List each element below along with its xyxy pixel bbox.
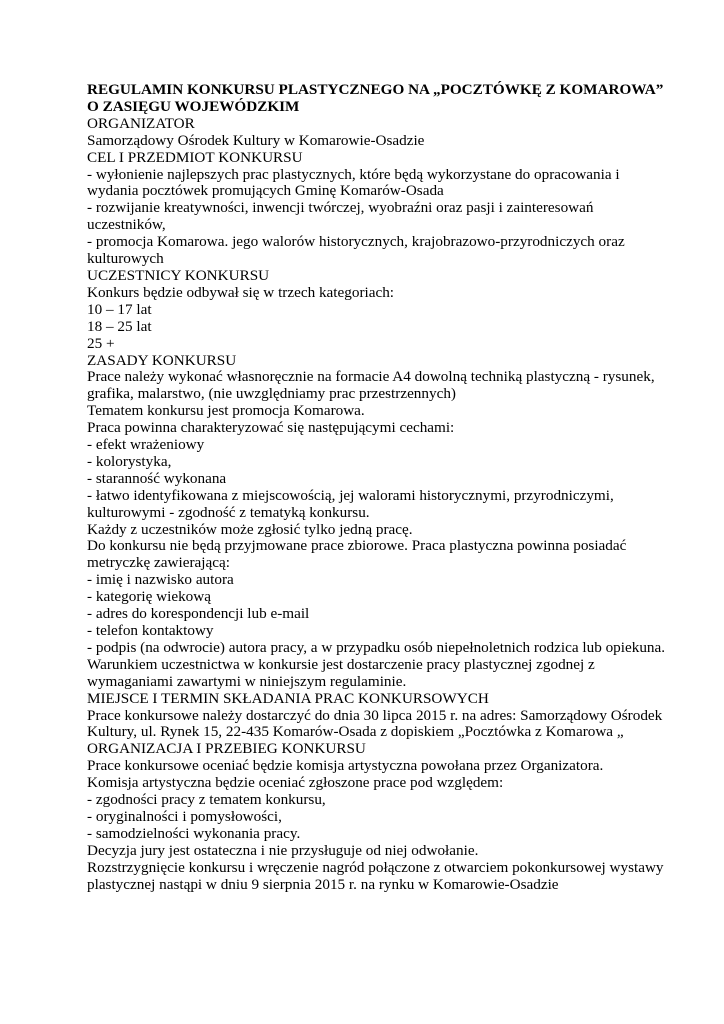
organization-paragraph: Rozstrzygnięcie konkursu i wręczenie nagród połączone z otwarciem pokonkursowej wystawy plastycznej nastąpi w dniu 9 sierpnia 2015 r. na rynku w Komarowie-Osadzie [87, 858, 664, 893]
document-title: REGULAMIN KONKURSU PLASTYCZNEGO NA „POCZTÓWKĘ Z KOMAROWA” O ZASIĘGU WOJEWÓDZKIM [87, 81, 664, 115]
criteria-item: - kolorystyka, [87, 452, 172, 470]
label-item: - telefon kontaktowy [87, 622, 214, 639]
section-heading-rules: ZASADY KONKURSU [87, 351, 237, 369]
section-heading-submission: MIEJSCE I TERMIN SKŁADANIA PRAC KONKURSOWYCH [87, 689, 489, 707]
goal-item: - wyłonienie najlepszych prac plastycznych, które będą wykorzystane do opracowania i wydania pocztówek promujących Gminę Komarów-Osada [87, 165, 620, 200]
criteria-item: - efekt wrażeniowy [87, 436, 205, 454]
organization-paragraph: Komisja artystyczna będzie oceniać zgłoszone prace pod względem: [87, 774, 504, 792]
label-item: - adres do korespondencji lub e-mail [87, 605, 310, 623]
submission-paragraph: Prace konkursowe należy dostarczyć do dnia 30 lipca 2015 r. na adres: Samorządowy Ośrodek Kultury, ul. Rynek 15, 22-435 Komarów-Osada z dopiskiem „Pocztówka z Komarowa „ [87, 706, 663, 741]
section-heading-goal: CEL I PRZEDMIOT KONKURSU [87, 148, 303, 166]
evaluation-item: - samodzielności wykonania pracy. [87, 824, 301, 842]
evaluation-item: - zgodności pracy z tematem konkursu, [87, 791, 326, 809]
label-item: - podpis (na odwrocie) autora pracy, a w przypadku osób niepełnoletnich rodzica lub opiekuna. [87, 638, 666, 656]
rules-paragraph: Warunkiem uczestnictwa w konkursie jest dostarczenie pracy plastycznej zgodnej z wymaganiami zawartymi w niniejszym regulaminie. [87, 655, 595, 690]
rules-paragraph: Prace należy wykonać własnoręcznie na formacie A4 dowolną techniką plastyczną - rysunek, grafika, malarstwo, (nie uwzględniamy prac przestrzennych) [87, 368, 655, 403]
age-category: 10 – 17 lat [87, 300, 152, 318]
document-page [87, 82, 672, 894]
age-category: 25 + [87, 334, 115, 352]
organizer-name: Samorządowy Ośrodek Kultury w Komarowie-Osadzie [87, 131, 425, 149]
section-heading-participants: UCZESTNICY KONKURSU [87, 266, 270, 284]
rules-paragraph: Praca powinna charakteryzować się następującymi cechami: [87, 419, 455, 437]
organization-paragraph: Prace konkursowe oceniać będzie komisja artystyczna powołana przez Organizatora. [87, 757, 604, 775]
section-heading-organization: ORGANIZACJA I PRZEBIEG KONKURSU [87, 740, 366, 758]
label-item: - imię i nazwisko autora [87, 571, 234, 589]
rules-paragraph: Do konkursu nie będą przyjmowane prace zbiorowe. Praca plastyczna powinna posiadać metryczkę zawierającą: [87, 537, 627, 572]
goal-item: - promocja Komarowa. jego walorów historycznych, krajobrazowo-przyrodniczych oraz kulturowych [87, 233, 625, 268]
rules-paragraph: Tematem konkursu jest promocja Komarowa. [87, 402, 365, 420]
organization-paragraph: Decyzja jury jest ostateczna i nie przysługuje od niej odwołanie. [87, 841, 479, 859]
participants-intro: Konkurs będzie odbywał się w trzech kategoriach: [87, 283, 395, 301]
rules-paragraph: Każdy z uczestników może zgłosić tylko jedną pracę. [87, 520, 413, 538]
criteria-item: - staranność wykonana [87, 469, 227, 487]
criteria-item: - łatwo identyfikowana z miejscowością, jej walorami historycznymi, przyrodniczymi, kulturowymi - zgodność z tematyką konkursu. [87, 486, 614, 521]
age-category: 18 – 25 lat [87, 317, 152, 335]
section-heading-organizer: ORGANIZATOR [87, 114, 195, 132]
evaluation-item: - oryginalności i pomysłowości, [87, 807, 282, 825]
goal-item: - rozwijanie kreatywności, inwencji twórczej, wyobraźni oraz pasji i zainteresowań uczestników, [87, 199, 594, 234]
label-item: - kategorię wiekową [87, 588, 211, 606]
